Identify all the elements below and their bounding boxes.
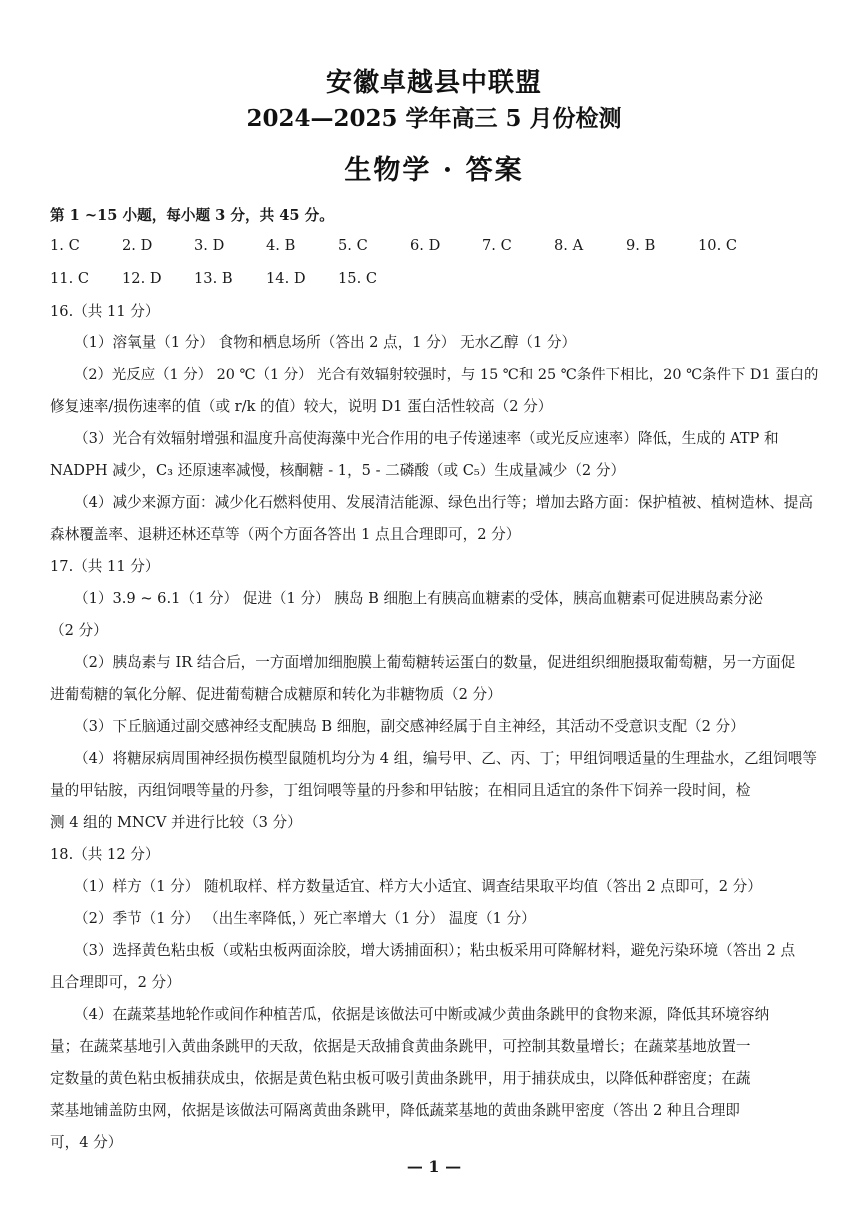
- q17-line: 进葡萄糖的氧化分解、促进葡萄糖合成糖原和转化为非糖物质（2 分）: [50, 686, 502, 703]
- q16-heading: 16.（共 11 分）: [50, 303, 160, 320]
- q18-line: （4）在蔬菜基地轮作或间作种植苦瓜，依据是该做法可中断或减少黄曲条跳甲的食物来源，降低其环境容纳: [74, 1006, 770, 1023]
- q18-heading: 18.（共 12 分）: [50, 846, 160, 863]
- mc-answer: 1. C: [50, 237, 80, 254]
- q16-line: 森林覆盖率、退耕还林还草等（两个方面各答出 1 点且合理即可，2 分）: [50, 526, 521, 543]
- mc-answer: 10. C: [698, 237, 738, 254]
- mc-answer: 5. C: [338, 237, 368, 254]
- q16-line: NADPH 减少，C₃ 还原速率减慢，核酮糖 - 1，5 - 二磷酸（或 C₅）生成量减少（2 分）: [50, 462, 626, 479]
- q16-line: （4）减少来源方面：减少化石燃料使用、发展清洁能源、绿色出行等；增加去路方面：保护植被、植树造林、提高: [74, 494, 813, 511]
- exam-title: 2024—2025 学年高三 5 月份检测: [246, 105, 622, 132]
- q17-line: 测 4 组的 MNCV 并进行比较（3 分）: [50, 814, 302, 831]
- q18-line: 菜基地铺盖防虫网，依据是该做法可隔离黄曲条跳甲，降低蔬菜基地的黄曲条跳甲密度（答出 2 种且合理即: [50, 1102, 740, 1119]
- q17-line: 量的甲钴胺，丙组饲喂等量的丹参，丁组饲喂等量的丹参和甲钴胺；在相同且适宜的条件下饲养一段时间，检: [50, 782, 751, 799]
- mc-answer: 11. C: [50, 270, 90, 287]
- mc-answer: 6. D: [410, 237, 441, 254]
- q18-line: （1）样方（1 分） 随机取样、样方数量适宜、样方大小适宜、调查结果取平均值（答出 2 点即可，2 分）: [74, 878, 762, 895]
- q17-heading: 17.（共 11 分）: [50, 558, 160, 575]
- q18-line: （3）选择黄色粘虫板（或粘虫板两面涂胶，增大诱捕面积）；粘虫板采用可降解材料，避免污染环境（答出 2 点: [74, 942, 796, 959]
- mc-answer: 7. C: [482, 237, 512, 254]
- q17-line: （1）3.9 ~ 6.1（1 分） 促进（1 分） 胰岛 B 细胞上有胰高血糖素的受体，胰高血糖素可促进胰岛素分泌: [74, 590, 763, 607]
- q16-line: （2）光反应（1 分） 20 ℃（1 分） 光合有效辐射较强时，与 15 ℃和 25 ℃条件下相比，20 ℃条件下 D1 蛋白的: [74, 367, 819, 383]
- q18-line: 量；在蔬菜基地引入黄曲条跳甲的天敌，依据是天敌捕食黄曲条跳甲，可控制其数量增长；在蔬菜基地放置一: [50, 1038, 751, 1055]
- mc-answer: 12. D: [122, 270, 162, 287]
- alliance-title: 安徽卓越县中联盟: [325, 68, 542, 98]
- q18-line: （2）季节（1 分） （出生率降低，）死亡率增大（1 分） 温度（1 分）: [74, 910, 536, 927]
- q17-line: （2）胰岛素与 IR 结合后，一方面增加细胞膜上葡萄糖转运蛋白的数量，促进组织细胞摄取葡萄糖，另一方面促: [74, 654, 796, 671]
- mc-answer: 8. A: [554, 237, 584, 254]
- mc-answer: 9. B: [626, 237, 656, 254]
- q18-line: 可，4 分）: [50, 1134, 123, 1151]
- q16-line: （1）溶氧量（1 分） 食物和栖息场所（答出 2 点，1 分） 无水乙醇（1 分）: [74, 334, 577, 351]
- mc-answer: 15. C: [338, 270, 378, 287]
- mc-answer: 13. B: [194, 270, 233, 287]
- q18-line: 且合理即可，2 分）: [50, 974, 181, 991]
- mc-intro: 第 1 ~15 小题，每小题 3 分，共 45 分。: [50, 207, 334, 224]
- mc-answer: 14. D: [266, 270, 306, 287]
- q18-line: 定数量的黄色粘虫板捕获成虫，依据是黄色粘虫板可吸引黄曲条跳甲，用于捕获成虫，以降低种群密度；在蔬: [50, 1070, 751, 1087]
- mc-answer: 2. D: [122, 237, 153, 254]
- page-number: — 1 —: [406, 1157, 462, 1176]
- q16-line: 修复速率/损伤速率的值（或 r/k 的值）较大，说明 D1 蛋白活性较高（2 分）: [50, 398, 553, 415]
- q17-line: （4）将糖尿病周围神经损伤模型鼠随机均分为 4 组，编号甲、乙、丙、丁；甲组饲喂适量的生理盐水，乙组饲喂等: [74, 750, 817, 767]
- mc-answer: 4. B: [266, 237, 296, 254]
- q17-line: （2 分）: [50, 622, 108, 639]
- mc-answer: 3. D: [194, 237, 225, 254]
- q16-line: （3）光合有效辐射增强和温度升高使海藻中光合作用的电子传递速率（或光反应速率）降低，生成的 ATP 和: [74, 430, 779, 447]
- subject-title: 生物学 · 答案: [344, 155, 524, 186]
- q17-line: （3）下丘脑通过副交感神经支配胰岛 B 细胞，副交感神经属于自主神经，其活动不受意识支配（2 分）: [74, 718, 745, 735]
